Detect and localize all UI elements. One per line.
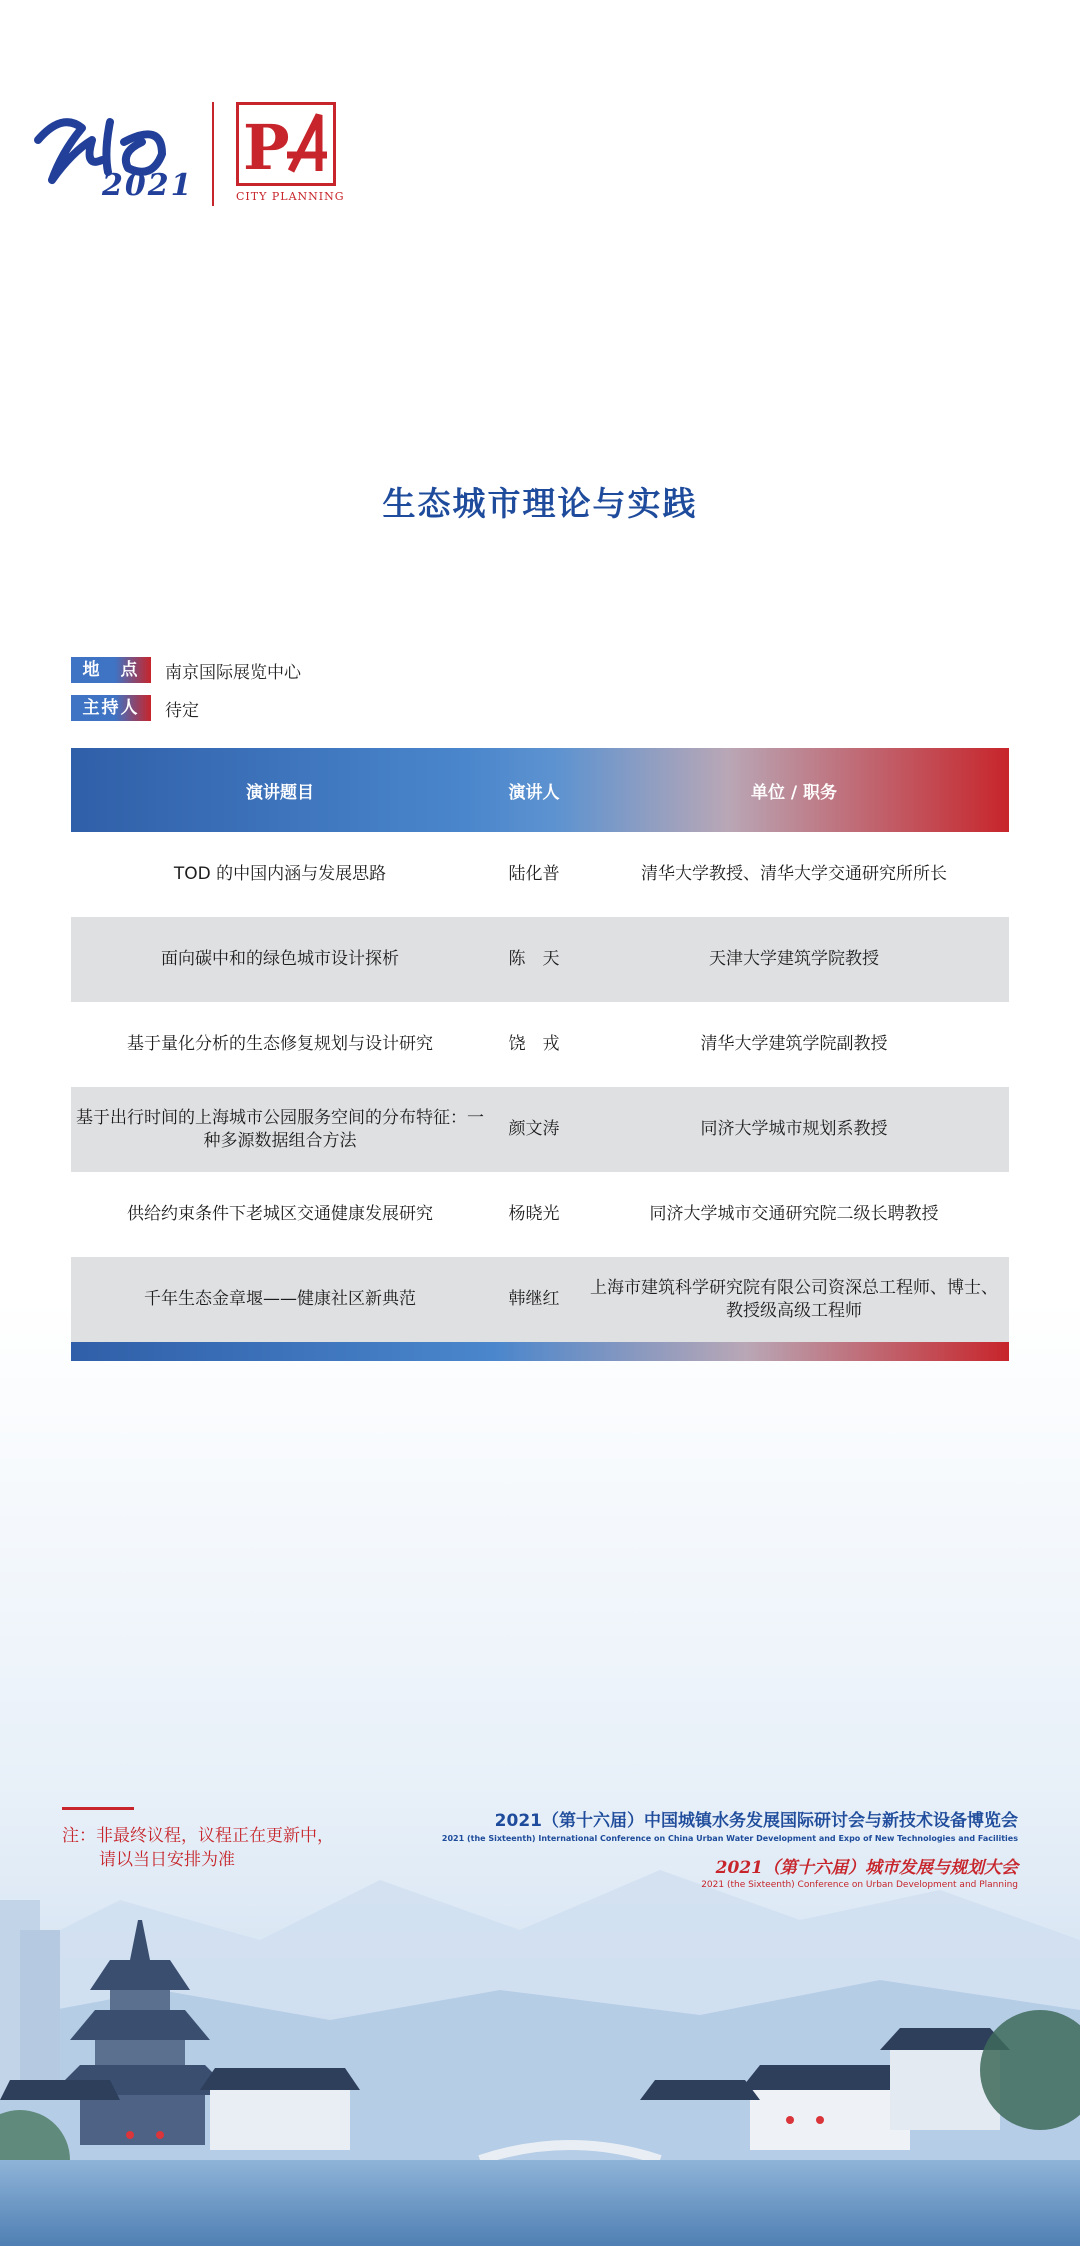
row-speaker: 陈 天 — [508, 949, 560, 969]
svg-text:P: P — [243, 111, 290, 183]
row-organization: 上海市建筑科学研究院有限公司资深总工程师、博士、教授级高级工程师 — [590, 1277, 998, 1321]
table-row — [71, 1257, 1009, 1342]
table-row — [71, 1172, 1009, 1257]
row-speaker: 陆化普 — [508, 864, 560, 884]
conference-en-water: 2021 (the Sixteenth) International Conference on China Urban Water Development and Expo of New Technologies and Facilities — [441, 1834, 1018, 1843]
location-row — [71, 657, 301, 683]
row-topic: 面向碳中和的绿色城市设计探析 — [161, 949, 399, 969]
conference-logo — [32, 102, 352, 212]
header-organization: 单位 / 职务 — [750, 782, 838, 803]
table-row — [71, 832, 1009, 917]
agenda-note — [62, 1824, 334, 1872]
table-row — [71, 917, 1009, 1002]
row-topic: 供给约束条件下老城区交通健康发展研究 — [127, 1204, 433, 1224]
city-planning-logo-icon — [236, 102, 336, 186]
host-value: 待定 — [165, 700, 199, 721]
row-organization: 清华大学建筑学院副教授 — [700, 1034, 888, 1054]
conference-info — [418, 1806, 1018, 1890]
location-value: 南京国际展览中心 — [165, 662, 301, 683]
row-topic: 千年生态金章堰——健康社区新典范 — [144, 1289, 416, 1309]
nanjing-scenery-illustration — [0, 1300, 1080, 2246]
row-speaker: 饶 戎 — [508, 1034, 560, 1054]
note-line-2: 请以当日安排为准 — [99, 1850, 235, 1870]
row-organization: 同济大学城市交通研究院二级长聘教授 — [649, 1204, 939, 1224]
logo-divider — [212, 102, 214, 206]
note-line-1: 注：非最终议程，议程正在更新中， — [62, 1826, 334, 1846]
row-speaker: 颜文涛 — [508, 1119, 560, 1139]
header-topic: 演讲题目 — [246, 782, 314, 803]
location-label: 地 点 — [71, 657, 151, 683]
row-topic: 基于量化分析的生态修复规划与设计研究 — [127, 1034, 433, 1054]
table-footer-bar — [71, 1342, 1009, 1361]
conference-cn-water: 2021（第十六届）中国城镇水务发展国际研讨会与新技术设备博览会 — [494, 1811, 1018, 1831]
table-row — [71, 1002, 1009, 1087]
host-row — [71, 695, 199, 721]
logo-year: 2021 — [102, 168, 194, 203]
row-organization: 同济大学城市规划系教授 — [700, 1119, 888, 1139]
row-organization: 清华大学教授、清华大学交通研究所所长 — [641, 864, 947, 884]
row-organization: 天津大学建筑学院教授 — [709, 949, 879, 969]
conference-en-planning: 2021 (the Sixteenth) Conference on Urban Development and Planning — [701, 1880, 1018, 1890]
conference-cn-planning: 2021（第十六届）城市发展与规划大会 — [715, 1858, 1018, 1878]
session-title: 生态城市理论与实践 — [382, 484, 698, 523]
logo-caption: CITY PLANNING — [236, 190, 345, 203]
note-divider — [62, 1807, 134, 1810]
header-speaker: 演讲人 — [508, 782, 560, 803]
agenda-table — [71, 748, 1009, 1361]
table-header — [71, 748, 1009, 832]
host-label: 主持人 — [71, 695, 151, 721]
row-speaker: 杨晓光 — [508, 1204, 560, 1224]
row-topic: TOD 的中国内涵与发展思路 — [173, 864, 387, 884]
table-row — [71, 1087, 1009, 1172]
row-speaker: 韩继红 — [508, 1289, 560, 1309]
row-topic: 基于出行时间的上海城市公园服务空间的分布特征：一种多源数据组合方法 — [76, 1107, 484, 1151]
